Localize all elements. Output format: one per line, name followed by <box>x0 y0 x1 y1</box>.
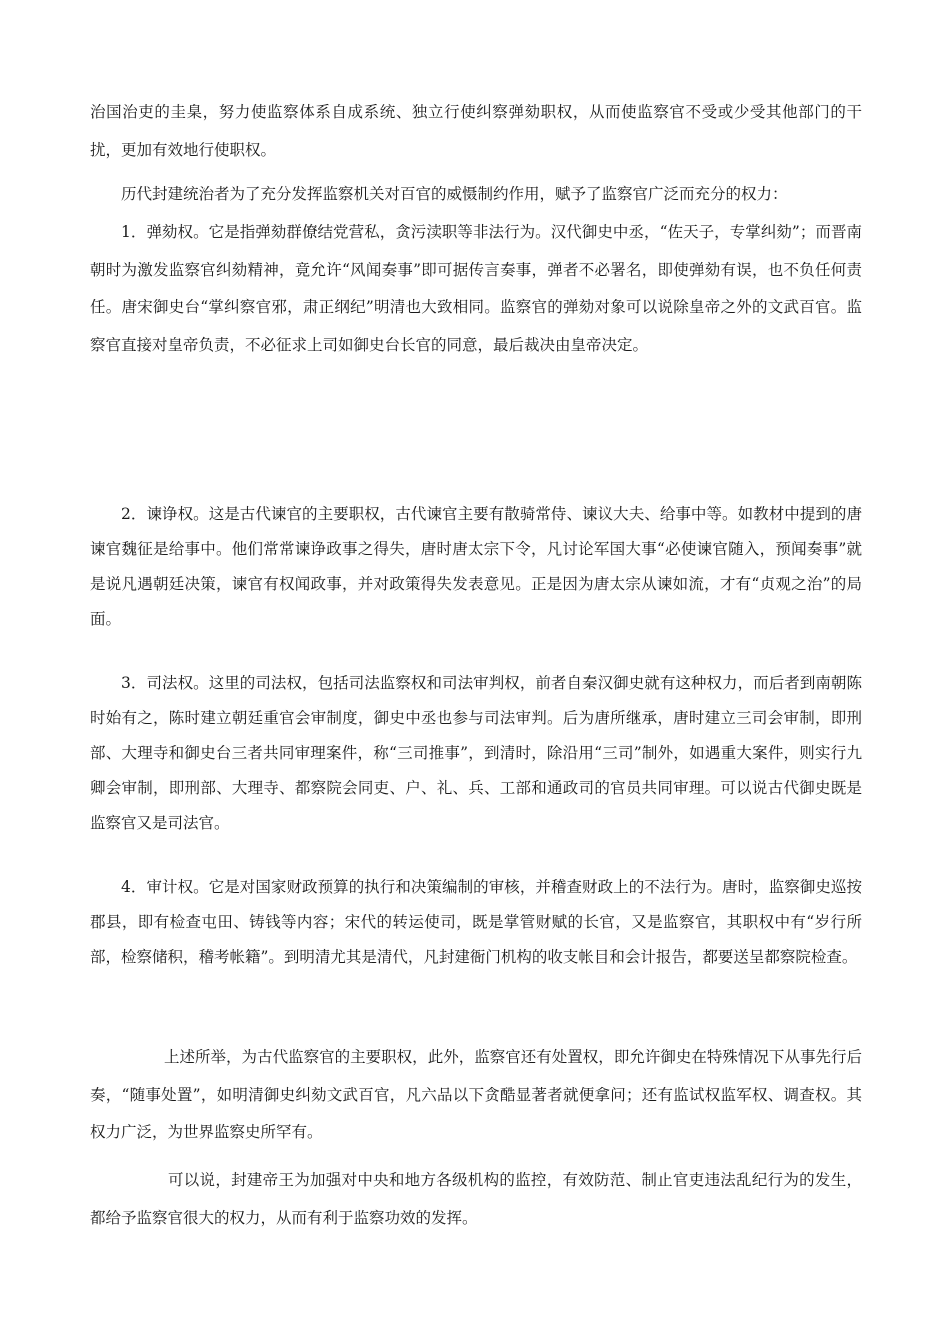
paragraph-powers-intro: 历代封建统治者为了充分发挥监察机关对百官的威慑制约作用，赋予了监察官广泛而充分的权力： <box>121 185 788 203</box>
paragraph-intro-continuation: 治国治吏的圭臬，努力使监察体系自成系统、独立行使纠察弹劾职权，从而使监察官不受或少受其他部门的干扰，更加有效地行使职权。 <box>90 103 862 159</box>
paragraph-summary: 上述所举，为古代监察官的主要职权，此外，监察官还有处置权，即允许御史在特殊情况下从事先行后奏，“随事处置”，如明清御史纠劾文武百官，凡六品以下贪酷显著者就便拿问；还有监试权监军权、调查权。其权力广泛，为世界监察史所罕有。 <box>90 1048 862 1141</box>
paragraph-impeachment-power: 1．弹劾权。它是指弹劾群僚结党营私，贪污渎职等非法行为。汉代御史中丞，“佐天子，专掌纠劾”；而晋南朝时为激发监察官纠劾精神，竟允许“风闻奏事”即可据传言奏事，弹者不必署名，即使弹劾有误，也不负任何责任。唐宋御史台“掌纠察官邪，肃正纲纪”明清也大致相同。监察官的弹劾对象可以说除皇帝之外的文武百官。监察官直接对皇帝负责，不必征求上司如御史台长官的同意，最后裁决由皇帝决定。 <box>90 223 862 354</box>
paragraph-remonstrance-power: 2．谏诤权。这是古代谏官的主要职权，古代谏官主要有散骑常侍、谏议大夫、给事中等。如教材中提到的唐谏官魏征是给事中。他们常常谏诤政事之得失，唐时唐太宗下令，凡讨论军国大事“必使谏官随入，预闻奏事”就是说凡遇朝廷决策，谏官有权闻政事，并对政策得失发表意见。正是因为唐太宗从谏如流，才有“贞观之治”的局面。 <box>90 505 862 628</box>
paragraph-conclusion: 可以说，封建帝王为加强对中央和地方各级机构的监控，有效防范、制止官吏违法乱纪行为的发生，都给予监察官很大的权力，从而有利于监察功效的发挥。 <box>90 1171 862 1227</box>
paragraph-judicial-power: 3．司法权。这里的司法权，包括司法监察权和司法审判权，前者自秦汉御史就有这种权力，而后者到南朝陈时始有之，陈时建立朝廷重官会审制度，御史中丞也参与司法审判。后为唐所继承，唐时建立三司会审制，即刑部、大理寺和御史台三者共同审理案件，称“三司推事”，到清时，除沿用“三司”制外，如遇重大案件，则实行九卿会审制，即刑部、大理寺、都察院会同吏、户、礼、兵、工部和通政司的官员共同审理。可以说古代御史既是监察官又是司法官。 <box>90 674 862 832</box>
paragraph-audit-power: 4．审计权。它是对国家财政预算的执行和决策编制的审核，并稽查财政上的不法行为。唐时，监察御史巡按郡县，即有检查屯田、铸钱等内容；宋代的转运使司，既是掌管财赋的长官，又是监察官，其职权中有“岁行所部，检察储积，稽考帐籍”。到明清尤其是清代，凡封建衙门机构的收支帐目和会计报告，都要送呈都察院检查。 <box>90 878 862 966</box>
